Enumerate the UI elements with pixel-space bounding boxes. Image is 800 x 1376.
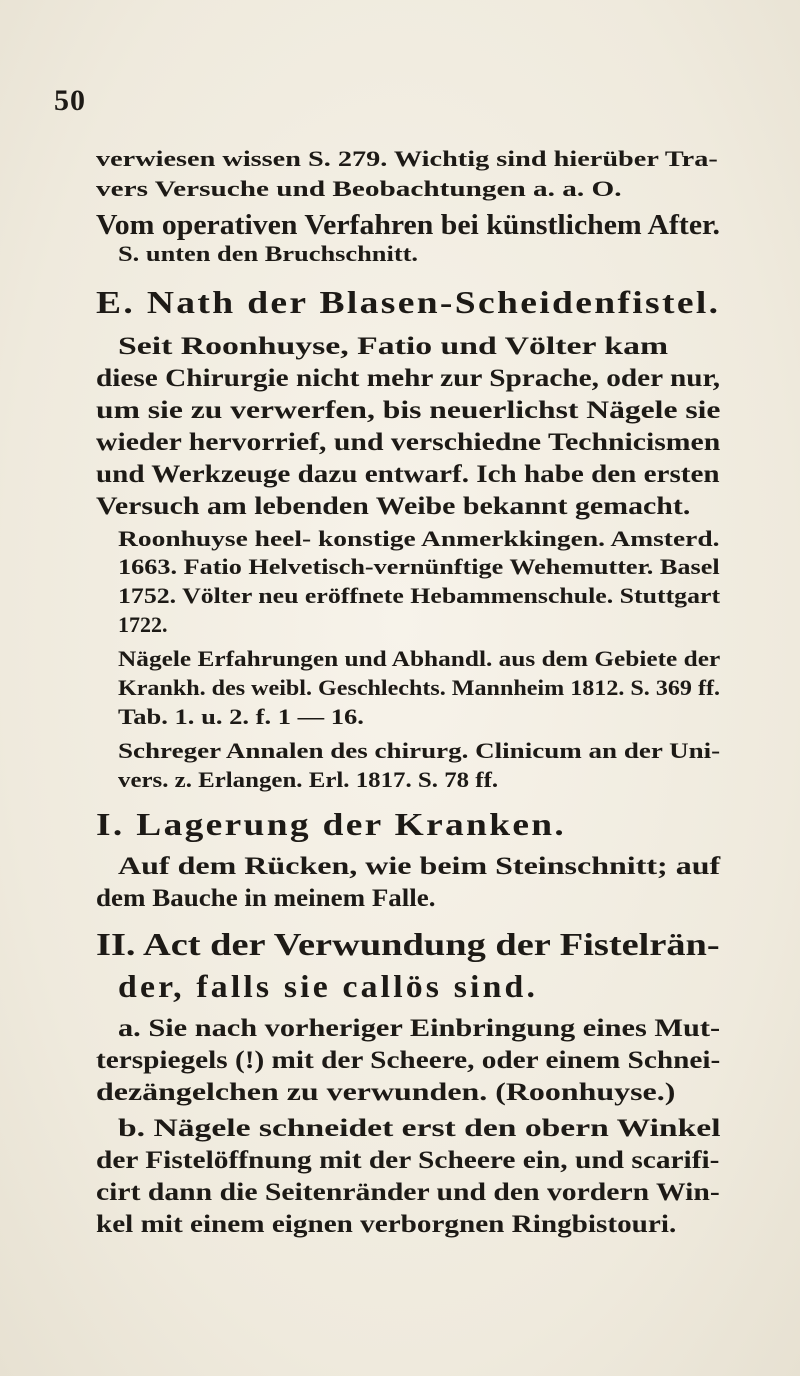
text-line: der Fistelöffnung mit der Scheere ein, und scarifi- <box>96 1147 720 1174</box>
text-line: kel mit einem eignen verborgnen Ringbistouri. <box>96 1211 677 1238</box>
text-line: Auf dem Rücken, wie beim Steinschnitt; auf <box>118 853 721 880</box>
text-line: E. Nath der Blasen-Scheidenfistel. <box>96 284 721 320</box>
text-line: terspiegels (!) mit der Scheere, oder einem Schnei- <box>96 1047 721 1074</box>
text-line: 1663. Fatio Helvetisch-vernünftige Wehemutter. Basel <box>118 554 720 579</box>
text-line: Versuch am lebenden Weibe bekannt gemacht. <box>96 493 691 520</box>
text-line: und Werkzeuge dazu entwarf. Ich habe den ersten <box>96 461 720 488</box>
text-line: II. Act der Verwundung der Fistelrän- <box>96 926 720 962</box>
text-line: dezängelchen zu verwunden. (Roonhuyse.) <box>96 1079 676 1106</box>
text-line: vers Versuche und Beobachtungen a. a. O. <box>96 176 622 201</box>
text-line: I. Lagerung der Kranken. <box>96 806 567 842</box>
text-line: a. Sie nach vorheriger Einbringung eines Mut- <box>118 1015 721 1042</box>
text-line: 1752. Völter neu eröffnete Hebammenschule. Stuttgart <box>118 583 721 608</box>
text-line: dem Bauche in meinem Falle. <box>96 885 436 912</box>
text-line: S. unten den Bruchschnitt. <box>118 241 419 266</box>
text-line: wieder hervorrief, und verschiedne Technicismen <box>96 429 721 456</box>
text-line: Krankh. des weibl. Geschlechts. Mannheim 1812. S. 369 ff. <box>118 675 721 700</box>
text-line: Vom operativen Verfahren bei künstlichem After. <box>96 210 720 241</box>
text-line: Seit Roonhuyse, Fatio und Völter kam <box>118 333 669 360</box>
text-line: der, falls sie callös sind. <box>118 968 539 1004</box>
text-line: verwiesen wissen S. 279. Wichtig sind hierüber Tra- <box>96 146 718 171</box>
text-line: vers. z. Erlangen. Erl. 1817. S. 78 ff. <box>118 767 499 792</box>
text-line: Nägele Erfahrungen und Abhandl. aus dem Gebiete der <box>118 646 721 671</box>
text-line: Schreger Annalen des chirurg. Clinicum an der Uni- <box>118 738 721 763</box>
text-line: Tab. 1. u. 2. f. 1 — 16. <box>118 704 364 729</box>
text-line: Roonhuyse heel- konstige Anmerkkingen. Amsterd. <box>118 526 720 551</box>
page-number: 50 <box>54 84 86 117</box>
text-line: b. Nägele schneidet erst den obern Winkel <box>118 1115 721 1142</box>
text-line: um sie zu verwerfen, bis neuerlichst Nägele sie <box>96 397 721 424</box>
text-line: cirt dann die Seitenränder und den vordern Win- <box>96 1179 720 1206</box>
text-line: 1722. <box>118 612 168 637</box>
text-line: diese Chirurgie nicht mehr zur Sprache, oder nur, <box>96 365 721 392</box>
